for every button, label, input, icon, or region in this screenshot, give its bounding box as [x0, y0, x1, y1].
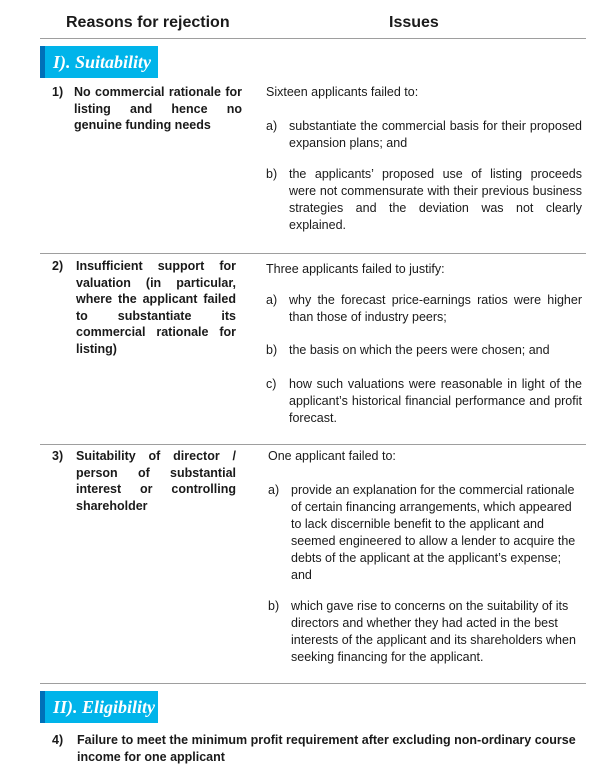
issue-item-label: a)	[266, 293, 278, 307]
issue-item-label: a)	[266, 119, 278, 133]
section-banner-suitability	[40, 46, 158, 78]
row-divider	[40, 444, 586, 445]
issue-item-text: which gave rise to concerns on the suitability of its directors and whether they had acted in the best interests of the applicant and its shareholders when seeking financing for the applicant.	[291, 599, 576, 664]
issue-item-label: a)	[268, 483, 280, 497]
reason-text: No commercial rationale for listing and hence no genuine funding needs	[74, 85, 242, 132]
reason-text: Failure to meet the minimum profit requirement after excluding non-ordinary course income for one applicant	[77, 733, 576, 764]
issue-intro: Sixteen applicants failed to:	[266, 85, 419, 99]
reason-number: 4)	[52, 733, 64, 747]
column-header-issues: Issues	[389, 14, 439, 31]
issue-intro: One applicant failed to:	[268, 449, 396, 463]
section-banner-eligibility	[40, 691, 158, 723]
issue-item-text: the basis on which the peers were chosen; and	[289, 343, 550, 357]
issue-item-label: b)	[266, 343, 278, 357]
section-title: I). Suitability	[53, 52, 152, 72]
issue-intro: Three applicants failed to justify:	[266, 262, 445, 276]
reason-text: Insufficient support for valuation (in particular, where the applicant failed to substantiate its commercial rationale for listing)	[76, 259, 236, 356]
reason-number: 2)	[52, 259, 64, 273]
issue-item-label: c)	[266, 377, 277, 391]
reason-number: 1)	[52, 85, 64, 99]
reason-text: Suitability of director / person of substantial interest or controlling shareholder	[76, 449, 236, 513]
issue-item-text: how such valuations were reasonable in light of the applicant’s historical financial performance and profit forecast.	[289, 377, 582, 425]
column-header-reasons: Reasons for rejection	[66, 14, 230, 31]
issue-item-text: the applicants’ proposed use of listing proceeds were not commensurate with their previous business strategies and the deviation was not clearly explained.	[289, 167, 582, 232]
issue-item-label: b)	[268, 599, 280, 613]
issue-item-text: why the forecast price-earnings ratios were higher than those of industry peers;	[289, 293, 582, 324]
header-divider	[40, 38, 586, 39]
section-title: II). Eligibility	[53, 697, 156, 717]
row-divider	[40, 253, 586, 254]
issue-item-text: substantiate the commercial basis for their proposed expansion plans; and	[289, 119, 582, 150]
row-divider	[40, 683, 586, 684]
issue-item-text: provide an explanation for the commercial rationale of certain financing arrangements, which appeared to lack discernible benefit to the applicant and seemed engineered to allow a lender to acquire the debts of the applicant at the applicant’s expense; and	[291, 483, 576, 582]
reason-number: 3)	[52, 449, 64, 463]
issue-item-label: b)	[266, 167, 278, 181]
